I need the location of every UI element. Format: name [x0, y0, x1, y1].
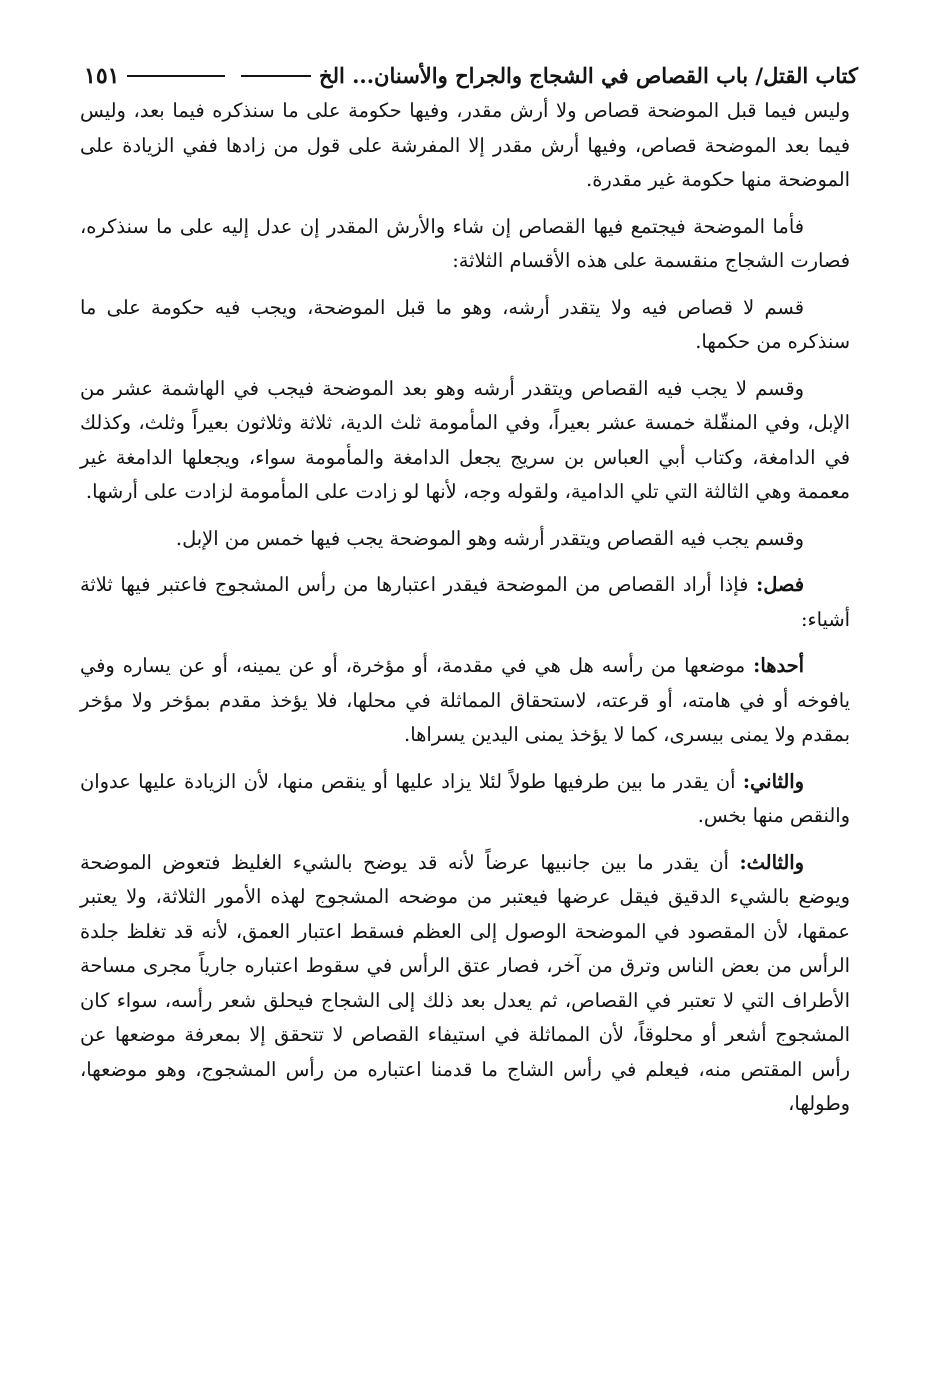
page-number: ١٥١ [84, 63, 120, 89]
running-header [80, 58, 858, 94]
paragraph [80, 568, 850, 637]
section-term: والثالث: [739, 850, 804, 874]
section-term: والثاني: [742, 769, 804, 793]
paragraph-text: فأما الموضحة فيجتمع فيها القصاص إن شاء والأرش المقدر إن عدل إليه على ما سنذكره، فصارت الشجاج منقسمة على هذه الأقسام الثلاثة: [80, 214, 850, 272]
section-term: فصل: [756, 573, 805, 596]
paragraph [80, 210, 850, 279]
paragraph-text: موضعها من رأسه هل هي في مقدمة، أو مؤخرة، أو عن يمينه، أو عن يساره وفي يافوخه أو في هامته، أو قرعته، لاستحقاق المماثلة في محلها، فلا يؤخذ مقدم بمؤخر ولا مؤخر بمقدم ولا يمنى بيسرى، كما لا يؤخذ يمنى اليدين يسراها. [80, 654, 850, 746]
paragraph-text: أن يقدر ما بين طرفيها طولاً لئلا يزاد عليها أو ينقص منها، لأن الزيادة عليها عدوان والنقص منها بخس. [80, 769, 850, 827]
header-rule-short [127, 75, 225, 77]
paragraph-text: وليس فيما قبل الموضحة قصاص ولا أرش مقدر، وفيها حكومة على ما سنذكره فيما بعد، وليس فيما بعد الموضحة قصاص، وفيها أرش مقدر إلا المفرشة على قول من زادها ففي الزيادة على الموضحة منها حكومة غير مقدرة. [80, 99, 850, 191]
header-rule [241, 75, 311, 77]
paragraph-text: فإذا أراد القصاص من الموضحة فيقدر اعتبارها من رأس المشجوج فاعتبر فيها ثلاثة أشياء: [80, 573, 850, 631]
paragraph-text: وقسم يجب فيه القصاص ويتقدر أرشه وهو الموضحة يجب فيها خمس من الإبل. [175, 526, 804, 550]
paragraph [80, 522, 850, 557]
section-term: أحدها: [753, 654, 804, 677]
paragraph [80, 846, 850, 1122]
paragraph [80, 94, 850, 198]
book-page [80, 58, 858, 1122]
header-title: كتاب القتل/ باب القصاص في الشجاج والجراح والأسنان... الخ [319, 63, 858, 88]
paragraph [80, 765, 850, 834]
paragraph [80, 649, 850, 753]
paragraph [80, 372, 850, 510]
paragraph-text: أن يقدر ما بين جانبيها عرضاً لأنه قد يوضح بالشيء الغليظ فتعوض الموضحة ويوضع بالشيء الدقيق فيقل عرضها فيعتبر من موضحه المشجوج لهذه الأمور الثلاثة، ولا يعتبر عمقها، لأن المقصود في الموضحة الوصول إلى العظم فسقط اعتبار العمق، لأنه قد تغلظ جلدة الرأس من بعض الناس وترق من آخر، فصار عتق الرأس في سقوط اعتباره جارياً مجرى مساحة الأطراف التي لا تعتبر في القصاص، ثم يعدل بعد ذلك إلى الشجاج فيحلق شعر رأسه، سواء كان المشجوج أشعر أو محلوقاً، لأن المماثلة في استيفاء القصاص لا تتحقق إلا بمعرفة موضعها عن رأس المقتص منه، فيعلم في رأس الشاج ما قدمنا اعتباره من رأس المشجوج، وهو موضعها، وطولها، [80, 850, 850, 1115]
paragraph-text: قسم لا قصاص فيه ولا يتقدر أرشه، وهو ما قبل الموضحة، ويجب فيه حكومة على ما سنذكره من حكمها. [80, 295, 850, 353]
paragraph-text: وقسم لا يجب فيه القصاص ويتقدر أرشه وهو بعد الموضحة فيجب في الهاشمة عشر من الإبل، وفي المنقّلة خمسة عشر بعيراً، وفي المأمومة ثلث الدية، ثلاثة وثلاثون بعيراً وثلث، وكذلك في الدامغة، وكتاب أبي العباس بن سريج يجعل الدامغة والمأمومة سواء، ويجعلها الدامغة غير معممة وهي الثالثة التي تلي الدامية، ولقوله وجه، لأنها لو زادت على المأمومة لزادت على أرشها. [80, 376, 850, 503]
paragraph [80, 291, 850, 360]
body-text [80, 94, 850, 1122]
